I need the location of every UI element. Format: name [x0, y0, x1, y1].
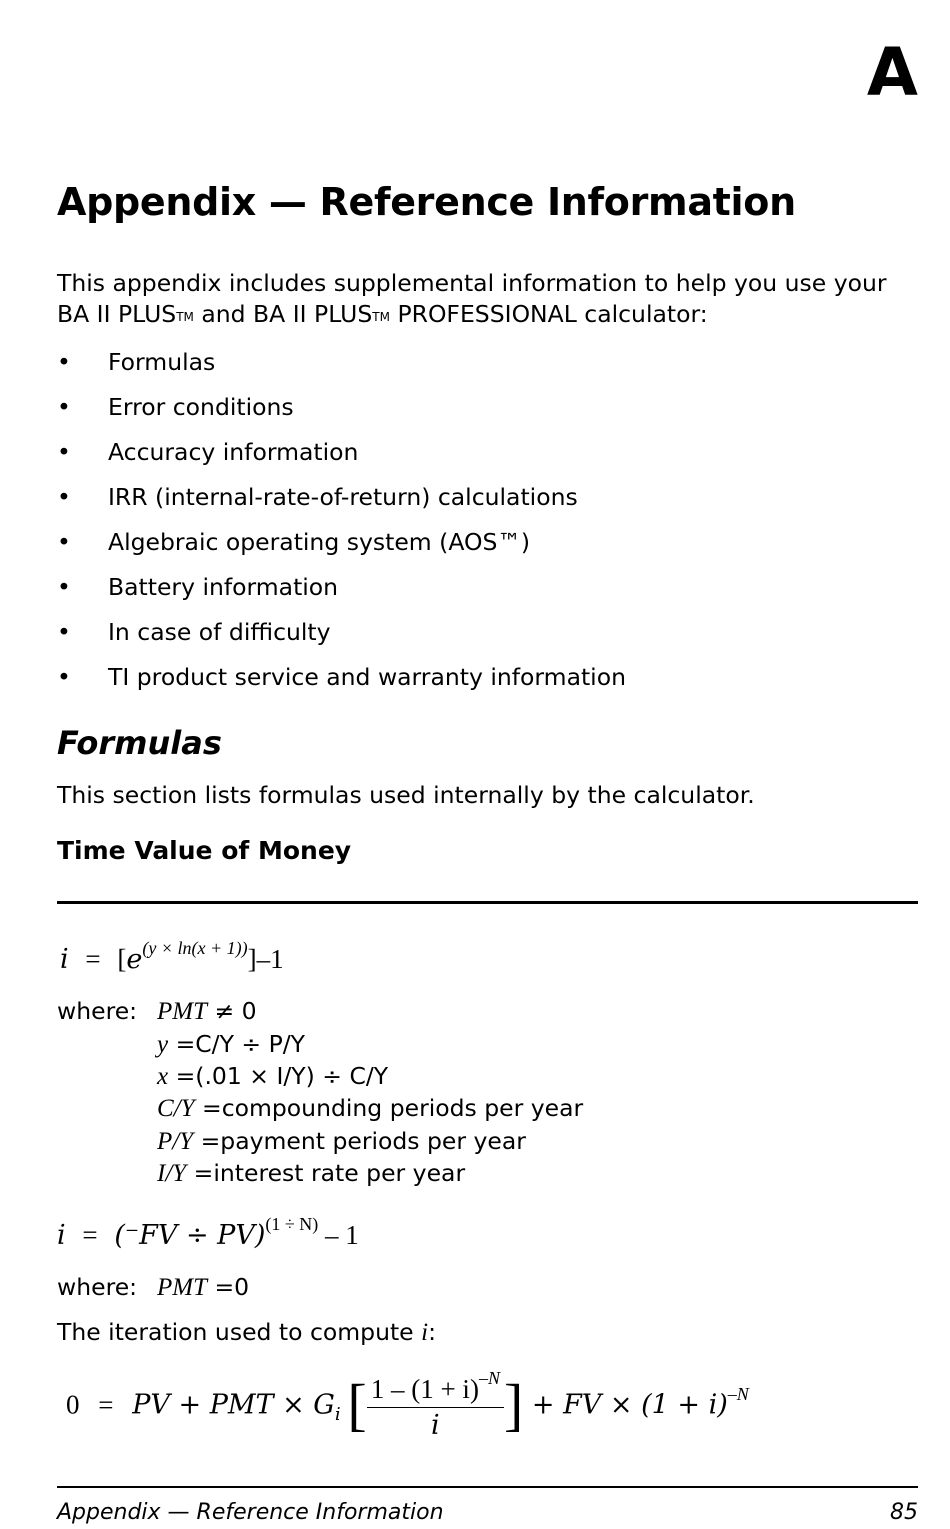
- where-definition: =C/Y ÷ P/Y: [168, 1030, 306, 1058]
- intro-product-2: and BA II PLUS: [193, 300, 373, 328]
- eq1-close: ]–1: [247, 944, 284, 974]
- where-definition: =compounding periods per year: [194, 1094, 584, 1122]
- bullet-icon: •: [57, 438, 71, 466]
- iteration-text: [57, 1318, 436, 1347]
- eq3-relation: =: [98, 1389, 114, 1420]
- where-definition: ≠ 0: [207, 997, 257, 1025]
- intro-line-1: This appendix includes supplemental information to help you use your: [57, 269, 887, 297]
- where-symbol: C/Y: [157, 1095, 195, 1122]
- page-title: Appendix — Reference Information: [57, 180, 796, 224]
- eq1-base: e: [126, 944, 143, 975]
- section-title-formulas: Formulas: [57, 724, 222, 762]
- trademark-1: TM: [176, 310, 194, 324]
- eq3-lhs: 0: [66, 1389, 80, 1420]
- intro-product-3: PROFESSIONAL calculator:: [389, 300, 708, 328]
- bullet-icon: •: [57, 393, 71, 421]
- where-label-2: where:: [57, 1273, 138, 1301]
- eq3-numerator-exponent: –N: [478, 1368, 500, 1388]
- where-definition: =interest rate per year: [186, 1159, 466, 1187]
- page-number: 85: [890, 1500, 918, 1525]
- iteration-colon: :: [428, 1318, 436, 1346]
- eq1-lhs: i: [60, 944, 69, 975]
- eq3-open-bracket: [: [347, 1372, 367, 1437]
- iteration-label: The iteration used to compute: [57, 1318, 422, 1346]
- where-symbol: I/Y: [157, 1160, 187, 1187]
- bullet-icon: •: [57, 663, 71, 691]
- eq3-fraction: [367, 1368, 504, 1441]
- intro-paragraph: [57, 268, 917, 330]
- eq3-post: + FV × (1 + i): [523, 1389, 728, 1421]
- equation-3: [66, 1368, 749, 1441]
- where-symbol: P/Y: [157, 1128, 194, 1155]
- footer-title: Appendix — Reference Information: [57, 1500, 444, 1525]
- bullet-icon: •: [57, 483, 71, 511]
- eq3-close-bracket: ]: [503, 1372, 524, 1437]
- list-item-text: IRR (internal-rate-of-return) calculations: [108, 483, 578, 511]
- chapter-letter: A: [866, 34, 918, 111]
- subsection-title-tvm: Time Value of Money: [57, 836, 352, 865]
- top-divider: [57, 901, 918, 904]
- where-definition: =payment periods per year: [193, 1127, 526, 1155]
- where-line: [157, 1062, 388, 1091]
- where-line: [157, 1030, 305, 1059]
- eq3-pre: PV + PMT × G: [132, 1389, 335, 1421]
- eq2-exponent: (1 ÷ N): [265, 1214, 319, 1234]
- eq2-body: (⁻FV ÷ PV): [114, 1220, 266, 1251]
- where-symbol: PMT: [157, 1274, 207, 1301]
- list-item-text: Error conditions: [108, 393, 294, 421]
- where-definition: =0: [207, 1273, 250, 1301]
- eq3-numerator-wrap: [367, 1368, 504, 1408]
- section-description: This section lists formulas used internally by the calculator.: [57, 781, 755, 809]
- bullet-icon: •: [57, 573, 71, 601]
- eq2-relation: =: [82, 1220, 98, 1250]
- list-item-text: Battery information: [108, 573, 339, 601]
- where-label-1: where:: [57, 997, 138, 1025]
- where-line: [157, 1127, 526, 1156]
- list-item-text: Accuracy information: [108, 438, 359, 466]
- bullet-icon: •: [57, 618, 71, 646]
- list-item-text: In case of difficulty: [108, 618, 331, 646]
- where-symbol: PMT: [157, 998, 207, 1025]
- bullet-icon: •: [57, 528, 71, 556]
- eq2-tail: – 1: [318, 1220, 359, 1250]
- eq1-exponent: (y × ln(x + 1)): [142, 938, 248, 958]
- where-symbol: y: [157, 1031, 169, 1058]
- equation-1: [60, 938, 284, 975]
- list-item-text: Algebraic operating system (AOS™): [108, 528, 531, 556]
- iteration-variable: i: [421, 1319, 429, 1346]
- where-line: [157, 1159, 465, 1188]
- footer-divider: [57, 1486, 918, 1488]
- eq3-subscript: i: [334, 1404, 341, 1426]
- intro-product-1: BA II PLUS: [57, 300, 177, 328]
- where-definition: =(.01 × I/Y) ÷ C/Y: [168, 1062, 389, 1090]
- list-item-text: TI product service and warranty information: [108, 663, 626, 691]
- bullet-icon: •: [57, 348, 71, 376]
- equation-2: [57, 1214, 359, 1251]
- eq3-numerator: 1 – (1 + i): [370, 1374, 479, 1404]
- eq3-denominator: i: [431, 1410, 440, 1441]
- where-line: [157, 997, 257, 1026]
- trademark-2: TM: [372, 310, 390, 324]
- eq2-lhs: i: [57, 1220, 66, 1251]
- where-line: [157, 1094, 583, 1123]
- eq3-post-exponent: –N: [727, 1383, 749, 1404]
- eq1-relation: =: [85, 944, 101, 974]
- list-item-text: Formulas: [108, 348, 216, 376]
- eq1-open-bracket: [: [117, 944, 127, 974]
- where-line: [157, 1273, 249, 1302]
- where-symbol: x: [157, 1063, 169, 1090]
